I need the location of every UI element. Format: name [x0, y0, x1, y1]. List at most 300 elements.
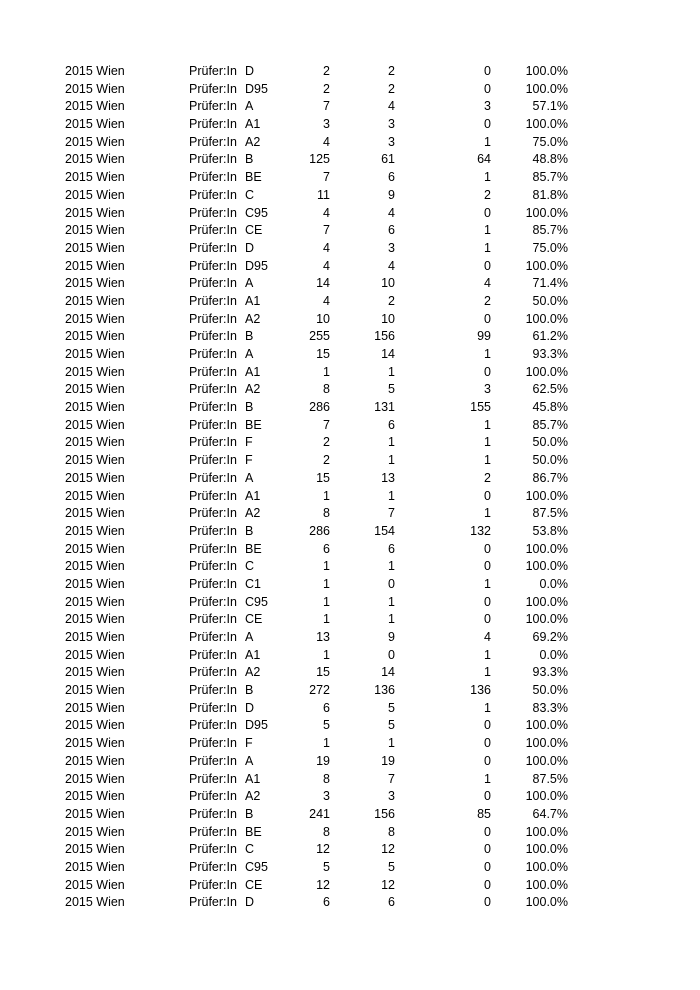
pass-rate-cell: 50.0% [532, 683, 568, 698]
license-class-cell: CE [245, 612, 263, 627]
total-count-cell: 1 [323, 612, 330, 627]
passed-count-cell: 6 [388, 223, 395, 238]
total-count-cell: 7 [323, 223, 330, 238]
table-row [0, 205, 700, 223]
pass-rate-cell: 57.1% [532, 99, 568, 114]
license-class-cell: F [245, 435, 253, 450]
role-cell: Prüfer:In [189, 647, 237, 662]
role-cell: Prüfer:In [189, 718, 237, 733]
pass-rate-cell: 45.8% [532, 400, 568, 415]
failed-count-cell: 0 [484, 736, 491, 751]
table-row [0, 541, 700, 559]
total-count-cell: 5 [323, 718, 330, 733]
year-city-cell: 2015 Wien [65, 895, 125, 910]
failed-count-cell: 1 [484, 665, 491, 680]
pass-rate-cell: 100.0% [525, 205, 568, 220]
year-city-cell: 2015 Wien [65, 453, 125, 468]
pass-rate-cell: 48.8% [532, 152, 568, 167]
passed-count-cell: 14 [381, 347, 395, 361]
role-cell: Prüfer:In [189, 435, 237, 450]
table-row [0, 771, 700, 789]
role-cell: Prüfer:In [189, 523, 237, 538]
pass-rate-cell: 87.5% [532, 771, 568, 786]
total-count-cell: 4 [323, 134, 330, 149]
table-row [0, 63, 700, 81]
passed-count-cell: 5 [388, 718, 395, 733]
total-count-cell: 2 [323, 64, 330, 78]
role-cell: Prüfer:In [189, 99, 237, 114]
passed-count-cell: 61 [381, 152, 395, 167]
role-cell: Prüfer:In [189, 258, 237, 273]
failed-count-cell: 0 [484, 594, 491, 609]
license-class-cell: A1 [245, 647, 261, 662]
table-row [0, 788, 700, 806]
year-city-cell: 2015 Wien [65, 523, 125, 538]
table-row [0, 594, 700, 612]
year-city-cell: 2015 Wien [65, 612, 125, 627]
role-cell: Prüfer:In [189, 293, 237, 308]
role-cell: Prüfer:In [189, 736, 237, 751]
role-cell: Prüfer:In [189, 276, 237, 291]
role-cell: Prüfer:In [189, 223, 237, 238]
total-count-cell: 8 [323, 506, 330, 521]
table-row [0, 629, 700, 647]
year-city-cell: 2015 Wien [65, 806, 125, 821]
year-city-cell: 2015 Wien [65, 700, 125, 715]
year-city-cell: 2015 Wien [65, 771, 125, 786]
license-class-cell: A1 [245, 364, 261, 379]
license-class-cell: C95 [245, 205, 268, 220]
role-cell: Prüfer:In [189, 771, 237, 786]
passed-count-cell: 3 [388, 240, 395, 255]
pass-rate-cell: 0.0% [539, 576, 568, 591]
total-count-cell: 1 [323, 364, 330, 379]
role-cell: Prüfer:In [189, 612, 237, 627]
pass-rate-cell: 83.3% [532, 700, 568, 715]
year-city-cell: 2015 Wien [65, 311, 125, 326]
license-class-cell: C1 [245, 576, 261, 591]
table-row [0, 81, 700, 99]
pass-rate-cell: 100.0% [525, 895, 568, 910]
total-count-cell: 286 [309, 400, 330, 415]
failed-count-cell: 1 [484, 134, 491, 149]
pass-rate-cell: 85.7% [532, 417, 568, 432]
total-count-cell: 1 [323, 488, 330, 503]
pass-rate-cell: 64.7% [532, 806, 568, 821]
role-cell: Prüfer:In [189, 700, 237, 715]
failed-count-cell: 0 [484, 81, 491, 96]
passed-count-cell: 1 [388, 559, 395, 574]
passed-count-cell: 2 [388, 64, 395, 78]
role-cell: Prüfer:In [189, 382, 237, 397]
role-cell: Prüfer:In [189, 81, 237, 96]
pass-rate-cell: 100.0% [525, 117, 568, 132]
failed-count-cell: 1 [484, 240, 491, 255]
table-row [0, 134, 700, 152]
passed-count-cell: 5 [388, 382, 395, 397]
passed-count-cell: 19 [381, 753, 395, 768]
license-class-cell: A2 [245, 665, 261, 680]
pass-rate-cell: 75.0% [532, 240, 568, 255]
license-class-cell: A [245, 753, 254, 768]
license-class-cell: BE [245, 541, 262, 556]
year-city-cell: 2015 Wien [65, 364, 125, 379]
passed-count-cell: 0 [388, 576, 395, 591]
license-class-cell: F [245, 736, 253, 751]
license-class-cell: C [245, 842, 255, 857]
failed-count-cell: 3 [484, 99, 491, 114]
passed-count-cell: 14 [381, 665, 395, 680]
total-count-cell: 6 [323, 895, 330, 910]
failed-count-cell: 2 [484, 293, 491, 308]
passed-count-cell: 0 [388, 647, 395, 662]
pass-rate-cell: 0.0% [539, 647, 568, 662]
license-class-cell: C [245, 559, 255, 574]
failed-count-cell: 0 [484, 824, 491, 839]
pass-rate-cell: 85.7% [532, 223, 568, 238]
role-cell: Prüfer:In [189, 877, 237, 892]
pass-rate-cell: 81.8% [532, 187, 568, 202]
role-cell: Prüfer:In [189, 187, 237, 202]
table-row [0, 116, 700, 134]
role-cell: Prüfer:In [189, 347, 237, 361]
license-class-cell: C95 [245, 594, 268, 609]
failed-count-cell: 0 [484, 877, 491, 892]
year-city-cell: 2015 Wien [65, 435, 125, 450]
failed-count-cell: 0 [484, 205, 491, 220]
total-count-cell: 8 [323, 824, 330, 839]
passed-count-cell: 7 [388, 771, 395, 786]
table-row [0, 841, 700, 859]
pass-rate-cell: 100.0% [525, 364, 568, 379]
failed-count-cell: 1 [484, 700, 491, 715]
total-count-cell: 15 [316, 347, 330, 361]
year-city-cell: 2015 Wien [65, 594, 125, 609]
pass-rate-cell: 100.0% [525, 594, 568, 609]
table-row [0, 346, 700, 364]
table-row [0, 169, 700, 187]
passed-count-cell: 154 [374, 523, 395, 538]
table-row [0, 806, 700, 824]
year-city-cell: 2015 Wien [65, 647, 125, 662]
passed-count-cell: 1 [388, 612, 395, 627]
pass-rate-cell: 100.0% [525, 789, 568, 804]
table-row [0, 470, 700, 488]
table-row [0, 664, 700, 682]
passed-count-cell: 13 [381, 470, 395, 485]
pass-rate-cell: 61.2% [532, 329, 568, 344]
passed-count-cell: 6 [388, 541, 395, 556]
pass-rate-cell: 86.7% [532, 470, 568, 485]
role-cell: Prüfer:In [189, 683, 237, 698]
license-class-cell: A [245, 630, 254, 644]
failed-count-cell: 0 [484, 559, 491, 574]
pass-rate-cell: 100.0% [525, 559, 568, 574]
table-row [0, 682, 700, 700]
pass-rate-cell: 100.0% [525, 258, 568, 273]
total-count-cell: 1 [323, 594, 330, 609]
table-row [0, 187, 700, 205]
pass-rate-cell: 100.0% [525, 753, 568, 768]
role-cell: Prüfer:In [189, 117, 237, 132]
license-class-cell: D [245, 240, 255, 255]
failed-count-cell: 1 [484, 435, 491, 450]
table-row [0, 222, 700, 240]
pass-rate-cell: 100.0% [525, 311, 568, 326]
pass-rate-cell: 100.0% [525, 81, 568, 96]
role-cell: Prüfer:In [189, 400, 237, 415]
license-class-cell: B [245, 329, 254, 344]
failed-count-cell: 1 [484, 771, 491, 786]
pass-rate-cell: 87.5% [532, 506, 568, 521]
year-city-cell: 2015 Wien [65, 665, 125, 680]
pass-rate-cell: 100.0% [525, 842, 568, 857]
passed-count-cell: 7 [388, 506, 395, 521]
license-class-cell: A [245, 470, 254, 485]
role-cell: Prüfer:In [189, 806, 237, 821]
failed-count-cell: 0 [484, 718, 491, 733]
total-count-cell: 10 [316, 311, 330, 326]
passed-count-cell: 4 [388, 99, 395, 114]
pass-rate-cell: 69.2% [532, 630, 568, 644]
year-city-cell: 2015 Wien [65, 470, 125, 485]
failed-count-cell: 85 [477, 806, 491, 821]
failed-count-cell: 1 [484, 647, 491, 662]
pass-rate-cell: 50.0% [532, 453, 568, 468]
license-class-cell: D [245, 700, 255, 715]
table-row [0, 364, 700, 382]
total-count-cell: 12 [316, 877, 330, 892]
license-class-cell: D [245, 64, 255, 78]
table-row [0, 523, 700, 541]
total-count-cell: 2 [323, 81, 330, 96]
year-city-cell: 2015 Wien [65, 240, 125, 255]
total-count-cell: 4 [323, 205, 330, 220]
passed-count-cell: 1 [388, 594, 395, 609]
role-cell: Prüfer:In [189, 170, 237, 185]
table-row [0, 98, 700, 116]
pass-rate-cell: 93.3% [532, 665, 568, 680]
passed-count-cell: 1 [388, 453, 395, 468]
failed-count-cell: 4 [484, 276, 491, 291]
license-class-cell: B [245, 806, 254, 821]
passed-count-cell: 1 [388, 488, 395, 503]
failed-count-cell: 0 [484, 364, 491, 379]
total-count-cell: 4 [323, 293, 330, 308]
table-row [0, 240, 700, 258]
table-row [0, 417, 700, 435]
failed-count-cell: 99 [477, 329, 491, 344]
passed-count-cell: 156 [374, 329, 395, 344]
pass-rate-cell: 53.8% [532, 523, 568, 538]
passed-count-cell: 9 [388, 187, 395, 202]
year-city-cell: 2015 Wien [65, 842, 125, 857]
passed-count-cell: 4 [388, 258, 395, 273]
failed-count-cell: 2 [484, 187, 491, 202]
table-row [0, 576, 700, 594]
table-row [0, 328, 700, 346]
pass-rate-cell: 50.0% [532, 435, 568, 450]
license-class-cell: F [245, 453, 253, 468]
table-row [0, 717, 700, 735]
pass-rate-cell: 100.0% [525, 824, 568, 839]
table-row [0, 258, 700, 276]
pass-rate-cell: 62.5% [532, 382, 568, 397]
failed-count-cell: 0 [484, 789, 491, 804]
passed-count-cell: 5 [388, 859, 395, 874]
year-city-cell: 2015 Wien [65, 753, 125, 768]
table-row [0, 151, 700, 169]
total-count-cell: 15 [316, 470, 330, 485]
passed-count-cell: 3 [388, 134, 395, 149]
failed-count-cell: 0 [484, 859, 491, 874]
year-city-cell: 2015 Wien [65, 417, 125, 432]
pass-rate-cell: 75.0% [532, 134, 568, 149]
role-cell: Prüfer:In [189, 630, 237, 644]
role-cell: Prüfer:In [189, 64, 237, 78]
passed-count-cell: 9 [388, 630, 395, 644]
year-city-cell: 2015 Wien [65, 859, 125, 874]
pass-rate-cell: 100.0% [525, 488, 568, 503]
license-class-cell: A1 [245, 771, 261, 786]
year-city-cell: 2015 Wien [65, 99, 125, 114]
license-class-cell: A1 [245, 293, 261, 308]
failed-count-cell: 0 [484, 117, 491, 132]
role-cell: Prüfer:In [189, 859, 237, 874]
total-count-cell: 2 [323, 453, 330, 468]
passed-count-cell: 1 [388, 364, 395, 379]
pass-rate-cell: 100.0% [525, 877, 568, 892]
table-row [0, 558, 700, 576]
year-city-cell: 2015 Wien [65, 117, 125, 132]
year-city-cell: 2015 Wien [65, 152, 125, 167]
license-class-cell: C95 [245, 859, 268, 874]
pass-rate-cell: 100.0% [525, 64, 568, 78]
total-count-cell: 4 [323, 258, 330, 273]
role-cell: Prüfer:In [189, 417, 237, 432]
role-cell: Prüfer:In [189, 506, 237, 521]
license-class-cell: BE [245, 417, 262, 432]
year-city-cell: 2015 Wien [65, 824, 125, 839]
license-class-cell: B [245, 400, 254, 415]
license-class-cell: D95 [245, 718, 268, 733]
role-cell: Prüfer:In [189, 364, 237, 379]
passed-count-cell: 12 [381, 842, 395, 857]
role-cell: Prüfer:In [189, 329, 237, 344]
year-city-cell: 2015 Wien [65, 576, 125, 591]
year-city-cell: 2015 Wien [65, 683, 125, 698]
failed-count-cell: 0 [484, 488, 491, 503]
failed-count-cell: 1 [484, 223, 491, 238]
license-class-cell: A1 [245, 117, 261, 132]
role-cell: Prüfer:In [189, 842, 237, 857]
passed-count-cell: 1 [388, 435, 395, 450]
license-class-cell: A [245, 276, 254, 291]
year-city-cell: 2015 Wien [65, 382, 125, 397]
year-city-cell: 2015 Wien [65, 187, 125, 202]
role-cell: Prüfer:In [189, 789, 237, 804]
year-city-cell: 2015 Wien [65, 559, 125, 574]
failed-count-cell: 155 [470, 400, 491, 415]
year-city-cell: 2015 Wien [65, 205, 125, 220]
passed-count-cell: 6 [388, 417, 395, 432]
failed-count-cell: 4 [484, 630, 491, 644]
pass-rate-cell: 100.0% [525, 718, 568, 733]
total-count-cell: 14 [316, 276, 330, 291]
license-class-cell: D [245, 895, 255, 910]
role-cell: Prüfer:In [189, 594, 237, 609]
pass-rate-cell: 85.7% [532, 170, 568, 185]
passed-count-cell: 136 [374, 683, 395, 698]
table-row [0, 434, 700, 452]
role-cell: Prüfer:In [189, 152, 237, 167]
failed-count-cell: 132 [470, 523, 491, 538]
year-city-cell: 2015 Wien [65, 488, 125, 503]
failed-count-cell: 136 [470, 683, 491, 698]
table-row [0, 488, 700, 506]
passed-count-cell: 3 [388, 789, 395, 804]
passed-count-cell: 131 [374, 400, 395, 415]
table-row [0, 452, 700, 470]
total-count-cell: 7 [323, 99, 330, 114]
passed-count-cell: 5 [388, 700, 395, 715]
role-cell: Prüfer:In [189, 134, 237, 149]
total-count-cell: 125 [309, 152, 330, 167]
pass-rate-cell: 100.0% [525, 541, 568, 556]
year-city-cell: 2015 Wien [65, 81, 125, 96]
role-cell: Prüfer:In [189, 453, 237, 468]
failed-count-cell: 0 [484, 541, 491, 556]
passed-count-cell: 12 [381, 877, 395, 892]
pass-rate-cell: 93.3% [532, 347, 568, 361]
total-count-cell: 13 [316, 630, 330, 644]
license-class-cell: A2 [245, 382, 261, 397]
role-cell: Prüfer:In [189, 824, 237, 839]
pass-rate-cell: 71.4% [532, 276, 568, 291]
pass-rate-cell: 100.0% [525, 736, 568, 751]
failed-count-cell: 64 [477, 152, 491, 167]
failed-count-cell: 1 [484, 453, 491, 468]
role-cell: Prüfer:In [189, 665, 237, 680]
passed-count-cell: 2 [388, 81, 395, 96]
role-cell: Prüfer:In [189, 753, 237, 768]
year-city-cell: 2015 Wien [65, 630, 125, 644]
total-count-cell: 6 [323, 700, 330, 715]
total-count-cell: 255 [309, 329, 330, 344]
license-class-cell: C [245, 187, 255, 202]
table-row [0, 753, 700, 771]
license-class-cell: B [245, 523, 254, 538]
failed-count-cell: 0 [484, 753, 491, 768]
license-class-cell: D95 [245, 81, 268, 96]
year-city-cell: 2015 Wien [65, 718, 125, 733]
license-class-cell: BE [245, 824, 262, 839]
total-count-cell: 3 [323, 789, 330, 804]
year-city-cell: 2015 Wien [65, 276, 125, 291]
total-count-cell: 8 [323, 382, 330, 397]
year-city-cell: 2015 Wien [65, 789, 125, 804]
table-row [0, 700, 700, 718]
table-row [0, 877, 700, 895]
total-count-cell: 15 [316, 665, 330, 680]
license-class-cell: D95 [245, 258, 268, 273]
failed-count-cell: 0 [484, 64, 491, 78]
license-class-cell: A2 [245, 134, 261, 149]
license-class-cell: A2 [245, 506, 261, 521]
table-row [0, 611, 700, 629]
total-count-cell: 2 [323, 435, 330, 450]
table-row [0, 859, 700, 877]
